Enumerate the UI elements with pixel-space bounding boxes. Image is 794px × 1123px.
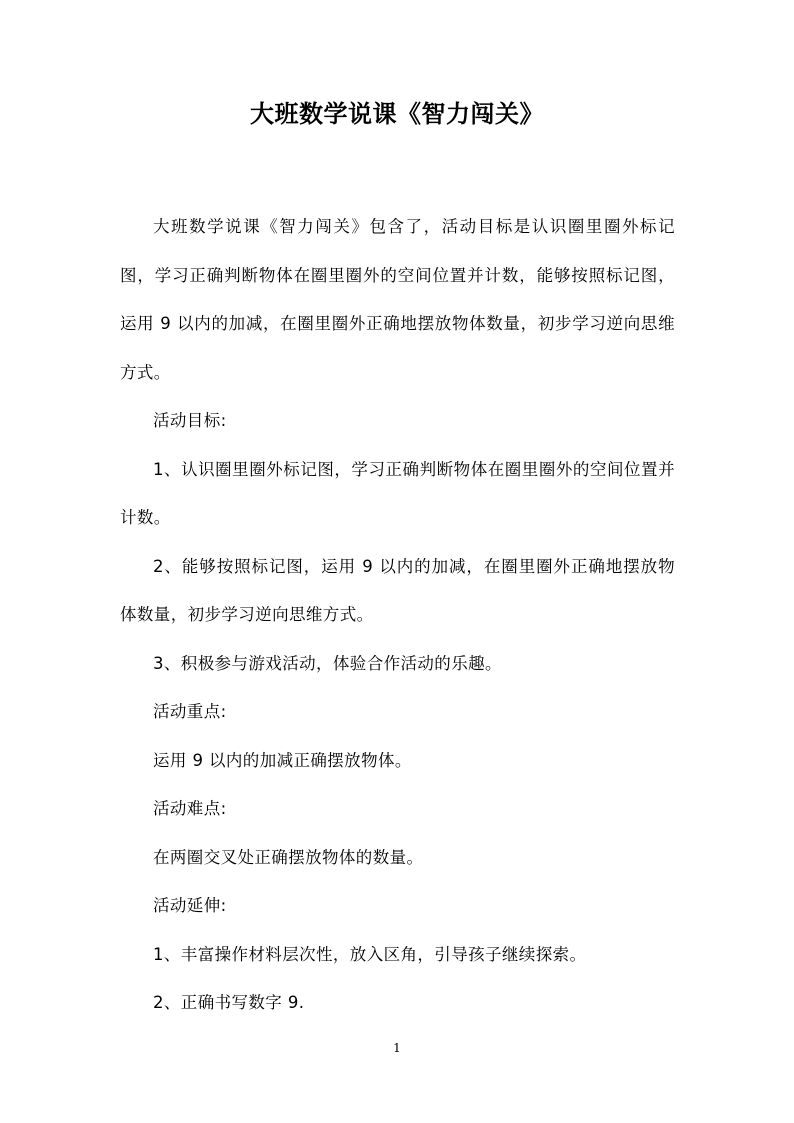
extension-item-1: 1、丰富操作材料层次性，放入区角，引导孩子继续探索。 — [153, 944, 587, 964]
document-body — [120, 203, 675, 1028]
goal-item-2: 2、能够按照标记图，运用 9 以内的加减，在圈里圈外正确地摆放物体数量，初步学习逆向思维方式。 — [120, 556, 675, 624]
goal-item-3: 3、积极参与游戏活动，体验合作活动的乐趣。 — [153, 653, 502, 673]
paragraph-intro: 大班数学说课《智力闯关》包含了，活动目标是认识圈里圈外标记图，学习正确判断物体在圈里圈外的空间位置并计数，能够按照标记图，运用 9 以内的加减，在圈里圈外正确地摆放物体数量，初步学习逆向思维方式。 — [120, 217, 675, 382]
heading-activity-goals: 活动目标: — [153, 411, 227, 430]
page-number: 1 — [393, 1041, 401, 1055]
heading-key-points: 活动重点: — [153, 702, 227, 721]
extension-item-2: 2、正确书写数字 9. — [153, 993, 305, 1012]
key-point-text: 运用 9 以内的加减正确摆放物体。 — [153, 750, 412, 770]
heading-difficulties: 活动难点: — [153, 799, 227, 818]
difficulty-text: 在两圈交叉处正确摆放物体的数量。 — [153, 847, 424, 867]
goal-item-1: 1、认识圈里圈外标记图，学习正确判断物体在圈里圈外的空间位置并计数。 — [120, 459, 675, 527]
heading-extension: 活动延伸: — [153, 896, 227, 915]
page-title: 大班数学说课《智力闯关》 — [250, 100, 544, 128]
